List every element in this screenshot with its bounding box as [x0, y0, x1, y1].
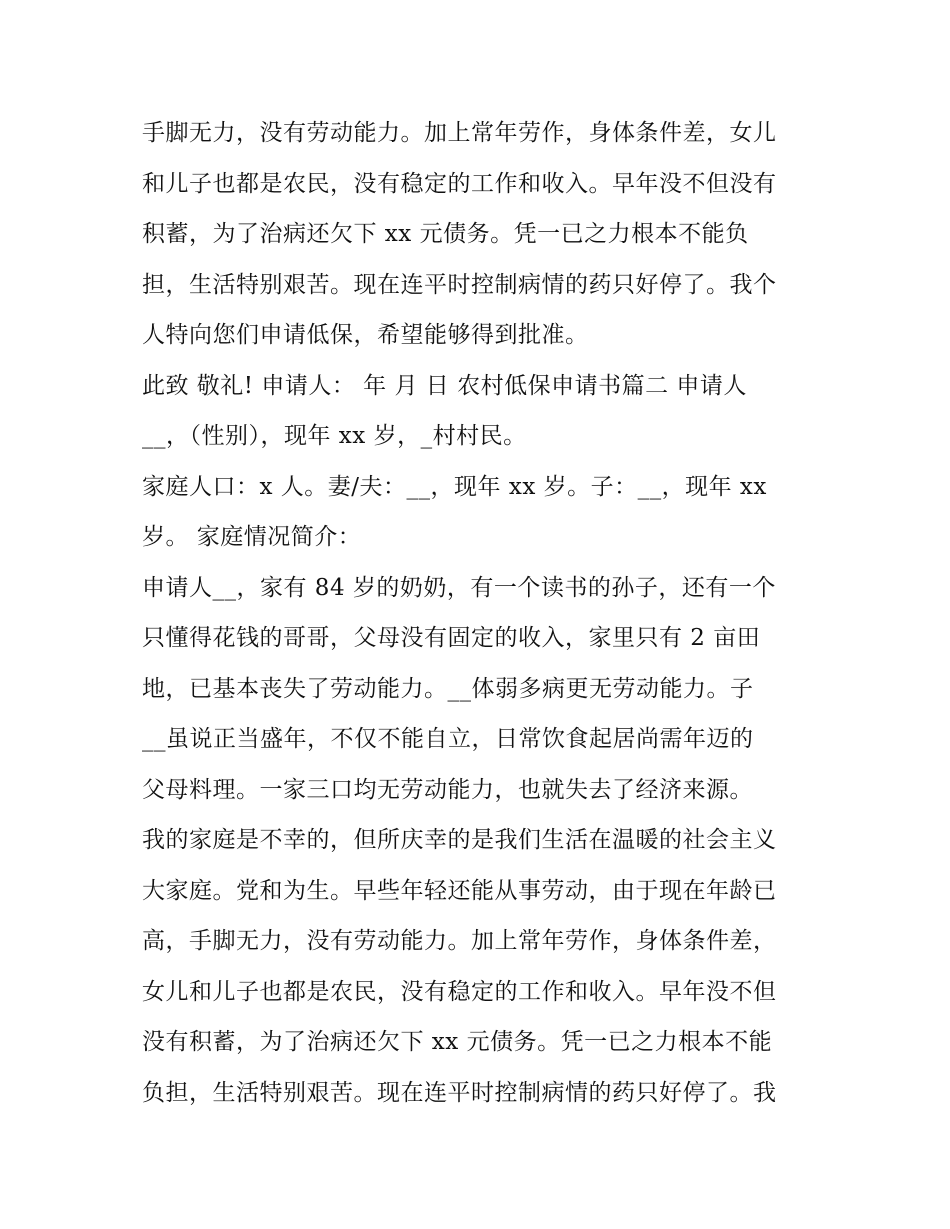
text-line: 家庭人口：x 人。妻/夫：__，现年 xx 岁。子：__，现年 xx — [142, 473, 767, 500]
document-body-text — [142, 108, 822, 1118]
text-line: 申请人__，家有 84 岁的奶奶，有一个读书的孙子，还有一个 — [142, 574, 776, 601]
text-line: 只懂得花钱的哥哥，父母没有固定的收入，家里只有 2 亩田 — [142, 625, 761, 651]
text-line: 岁。 家庭情况简介： — [142, 524, 362, 550]
text-line: 负担，生活特别艰苦。现在连平时控制病情的药只好停了。我 — [142, 1079, 777, 1106]
text-line: 女儿和儿子也都是农民，没有稳定的工作和收入。早年没不但 — [142, 978, 777, 1005]
text-line: 大家庭。党和为生。早些年轻还能从事劳动，由于现在年龄已 — [142, 877, 777, 904]
text-line: 我的家庭是不幸的，但所庆幸的是我们生活在温暖的社会主义 — [142, 827, 777, 853]
text-line: 手脚无力，没有劳动能力。加上常年劳作，身体条件差，女儿 — [142, 120, 777, 146]
text-line: 没有积蓄，为了治病还欠下 xx 元债务。凭一已之力根本不能 — [142, 1029, 773, 1055]
text-line: 此致 敬礼! 申请人： 年 月 日 农村低保申请书篇二 申请人 — [142, 372, 747, 399]
text-line: __虽说正当盛年，不仅不能自立，日常饮食起居尚需年迈的 — [142, 726, 754, 752]
text-line: 父母料理。一家三口均无劳动能力，也就失去了经济来源。 — [142, 776, 753, 803]
text-line: 高，手脚无力，没有劳动能力。加上常年劳作，身体条件差， — [142, 928, 777, 954]
text-line: 和儿子也都是农民，没有稳定的工作和收入。早年没不但没有 — [142, 170, 777, 197]
text-line: 地，已基本丧失了劳动能力。__体弱多病更无劳动能力。子 — [142, 675, 754, 702]
text-line: __，（性别），现年 xx 岁，_村村民。 — [142, 423, 527, 449]
text-line: 人特向您们申请低保，希望能够得到批准。 — [142, 322, 589, 348]
text-line: 担，生活特别艰苦。现在连平时控制病情的药只好停了。我个 — [142, 271, 777, 298]
text-line: 积蓄，为了治病还欠下 xx 元债务。凭一已之力根本不能负 — [142, 221, 749, 247]
